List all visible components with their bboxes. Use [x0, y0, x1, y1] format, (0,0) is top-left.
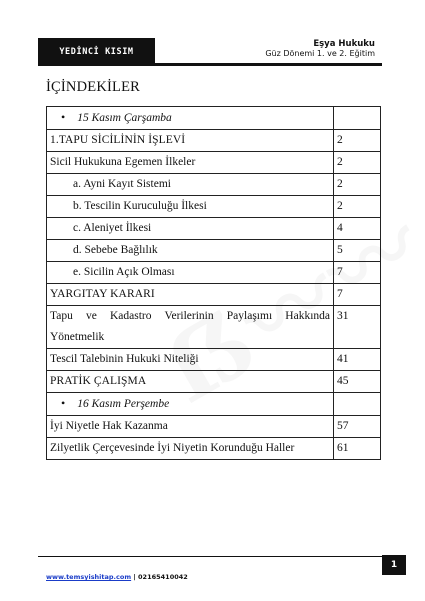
toc-entry-label: Zilyetlik Çerçevesinde İyi Niyetin Korunduğu Haller: [47, 438, 334, 460]
toc-row: [47, 218, 381, 240]
toc-page-number: 41: [334, 349, 381, 371]
toc-entry-label: Sicil Hukukuna Egemen İlkeler: [47, 152, 334, 174]
toc-row: [47, 371, 381, 393]
toc-page-number: [334, 107, 381, 130]
footer-link[interactable]: www.temsyishitap.com: [46, 573, 132, 581]
toc-row: [47, 306, 381, 349]
toc-row: [47, 416, 381, 438]
toc-entry-label: Tescil Talebinin Hukuki Niteliği: [47, 349, 334, 371]
footer-phone: 02165410042: [138, 573, 188, 581]
toc-entry-label: e. Sicilin Açık Olması: [47, 262, 334, 284]
toc-row: [47, 130, 381, 152]
toc-page-number: 57: [334, 416, 381, 438]
toc-entry-label: İyi Niyetle Hak Kazanma: [47, 416, 334, 438]
toc-row: [47, 152, 381, 174]
toc-row: [47, 174, 381, 196]
toc-page-number: 31: [334, 306, 381, 349]
toc-row: [47, 262, 381, 284]
toc-table: [46, 106, 381, 460]
toc-entry-label: a. Ayni Kayıt Sistemi: [47, 174, 334, 196]
footer-separator: |: [133, 573, 136, 581]
toc-page-number: 2: [334, 174, 381, 196]
footer-divider: [38, 556, 382, 557]
toc-entry-label: • 15 Kasım Çarşamba: [47, 107, 334, 130]
header-divider: [38, 63, 382, 66]
toc-section-date: [47, 107, 381, 130]
toc-page-number: 2: [334, 152, 381, 174]
toc-page-number: 7: [334, 284, 381, 306]
toc-entry-label: c. Aleniyet İlkesi: [47, 218, 334, 240]
toc-entry-label: YARGITAY KARARI: [47, 284, 334, 306]
course-subject: Eşya Hukuku: [313, 39, 375, 49]
part-label: YEDİNCİ KISIM: [38, 38, 155, 65]
toc-page-number: 61: [334, 438, 381, 460]
toc-page-number: 45: [334, 371, 381, 393]
toc-section-date: [47, 393, 381, 416]
page-title: İÇİNDEKİLER: [46, 79, 141, 95]
toc-entry-label: Tapu ve Kadastro Verilerinin Paylaşımı Hakkında Yönetmelik: [47, 306, 334, 349]
footer-contact: [46, 573, 188, 581]
course-term: Güz Dönemi 1. ve 2. Eğitim: [265, 49, 375, 58]
toc-row: [47, 349, 381, 371]
course-info: [265, 39, 375, 59]
toc-page-number: 4: [334, 218, 381, 240]
toc-page-number: 5: [334, 240, 381, 262]
toc-entry-label: • 16 Kasım Perşembe: [47, 393, 334, 416]
toc-page-number: [334, 393, 381, 416]
toc-entry-label: 1.TAPU SİCİLİNİN İŞLEVİ: [47, 130, 334, 152]
page-number: 1: [382, 555, 406, 575]
toc-row: [47, 284, 381, 306]
toc-entry-label: d. Sebebe Bağlılık: [47, 240, 334, 262]
toc-page-number: 2: [334, 130, 381, 152]
toc-row: [47, 438, 381, 460]
toc-page-number: 2: [334, 196, 381, 218]
toc-page-number: 7: [334, 262, 381, 284]
toc-row: [47, 196, 381, 218]
toc-entry-label: b. Tescilin Kuruculuğu İlkesi: [47, 196, 334, 218]
toc-entry-label: PRATİK ÇALIŞMA: [47, 371, 334, 393]
toc-row: [47, 240, 381, 262]
